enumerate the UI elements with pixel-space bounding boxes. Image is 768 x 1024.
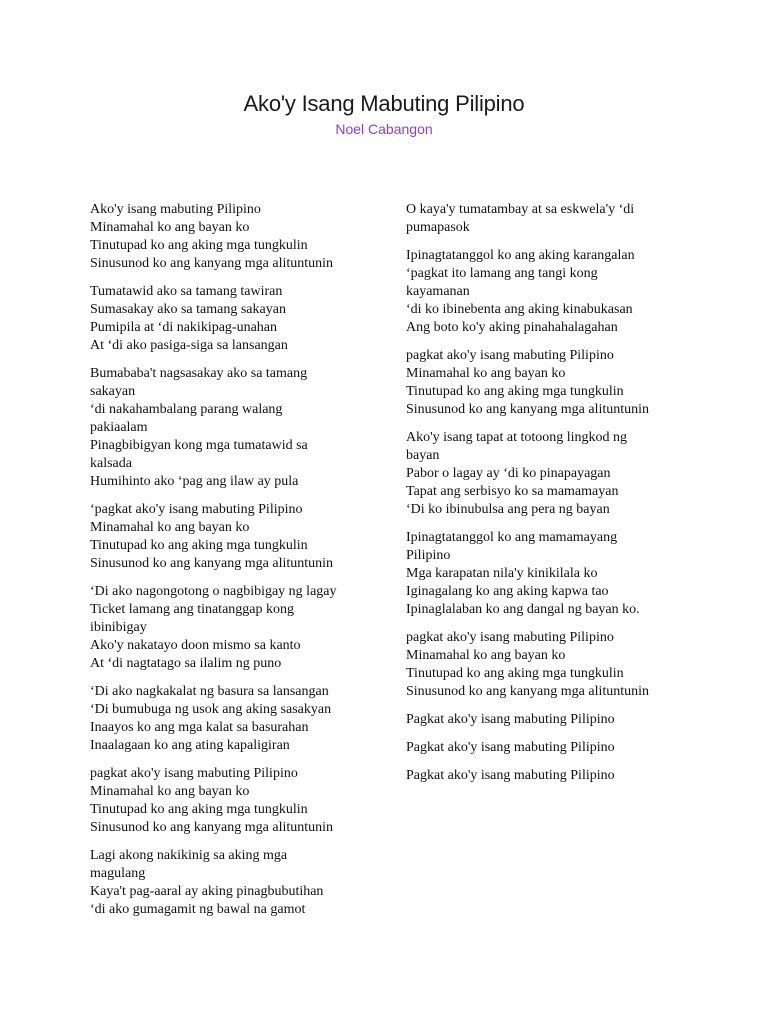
lyric-line: Minamahal ko ang bayan ko	[90, 220, 250, 235]
lyric-line: pagkat ako'y isang mabuting Pilipino	[90, 766, 298, 781]
lyric-line: Sinusunod ko ang kanyang mga alituntunin	[406, 402, 650, 417]
lyric-line: Ticket lamang ang tinatanggap kong	[90, 602, 294, 617]
lyric-line: Humihinto ako ‘pag ang ilaw ay pula	[90, 474, 299, 489]
lyric-line: Minamahal ko ang bayan ko	[90, 784, 250, 799]
lyrics-stanza	[406, 347, 696, 419]
lyric-line: Pagkat ako'y isang mabuting Pilipino	[406, 740, 615, 755]
lyrics-stanza	[406, 429, 696, 519]
lyric-line: Ako'y isang mabuting Pilipino	[90, 202, 261, 217]
lyric-line: At ‘di ako pasiga-siga sa lansangan	[90, 338, 288, 353]
lyrics-stanza	[90, 201, 380, 273]
lyric-line: Tinutupad ko ang aking mga tungkulin	[406, 666, 624, 681]
lyric-line: At ‘di nagtatago sa ilalim ng puno	[90, 656, 282, 671]
lyrics-stanza	[406, 529, 696, 619]
lyric-line: ‘pagkat ako'y isang mabuting Pilipino	[90, 502, 303, 517]
lyric-line: Iginagalang ko ang aking kapwa tao	[406, 584, 609, 599]
lyrics-stanza	[90, 283, 380, 355]
lyric-line: Ang boto ko'y aking pinahahalagahan	[406, 320, 618, 335]
song-title: Ako'y Isang Mabuting Pilipino	[243, 91, 525, 116]
lyric-line: Tinutupad ko ang aking mga tungkulin	[90, 238, 308, 253]
lyric-line: Kaya't pag-aaral ay aking pinagbubutihan	[90, 884, 324, 899]
lyric-line: ‘Di ko ibinubulsa ang pera ng bayan	[406, 502, 610, 517]
lyric-line: Tapat ang serbisyo ko sa mamamayan	[406, 484, 619, 499]
lyrics-stanza	[406, 767, 696, 785]
lyric-line: Pabor o lagay ay ‘di ko pinapayagan	[406, 466, 611, 481]
lyric-line: Lagi akong nakikinig sa aking mga	[90, 848, 288, 863]
lyric-line: ‘di ako gumagamit ng bawal na gamot	[90, 902, 306, 917]
lyric-line: bayan	[406, 448, 440, 463]
lyric-line: pagkat ako'y isang mabuting Pilipino	[406, 348, 614, 363]
lyric-line: pakiaalam	[90, 420, 148, 435]
lyric-line: Pagkat ako'y isang mabuting Pilipino	[406, 768, 615, 783]
lyrics-stanza	[406, 201, 696, 237]
lyric-line: Pinagbibigyan kong mga tumatawid sa	[90, 438, 308, 453]
lyric-line: ‘di nakahambalang parang walang	[90, 402, 283, 417]
lyric-line: Sinusunod ko ang kanyang mga alituntunin	[90, 256, 334, 271]
lyric-line: Minamahal ko ang bayan ko	[406, 648, 566, 663]
lyric-line: Ako'y nakatayo doon mismo sa kanto	[90, 638, 301, 653]
lyric-line: sakayan	[90, 384, 136, 399]
lyric-line: ‘Di ako nagkakalat ng basura sa lansangan	[90, 684, 329, 699]
lyrics-stanza	[90, 365, 380, 491]
lyrics-stanza	[90, 765, 380, 837]
lyric-line: ‘pagkat ito lamang ang tangi kong	[406, 266, 598, 281]
lyric-line: ‘Di bumubuga ng usok ang aking sasakyan	[90, 702, 332, 717]
lyric-line: Minamahal ko ang bayan ko	[90, 520, 250, 535]
lyric-line: Ipinaglalaban ko ang dangal ng bayan ko.	[406, 602, 640, 617]
lyric-line: Tinutupad ko ang aking mga tungkulin	[406, 384, 624, 399]
lyric-line: O kaya'y tumatambay at sa eskwela'y ‘di	[406, 202, 635, 217]
lyric-line: Minamahal ko ang bayan ko	[406, 366, 566, 381]
lyrics-stanza	[406, 739, 696, 757]
lyric-line: Pumipila at ‘di nakikipag-unahan	[90, 320, 278, 335]
lyric-line: Sinusunod ko ang kanyang mga alituntunin	[406, 684, 650, 699]
lyric-line: pagkat ako'y isang mabuting Pilipino	[406, 630, 614, 645]
lyric-line: Pagkat ako'y isang mabuting Pilipino	[406, 712, 615, 727]
lyrics-right-column	[406, 201, 696, 795]
lyric-line: kalsada	[90, 456, 132, 471]
lyric-line: Mga karapatan nila'y kinikilala ko	[406, 566, 598, 581]
lyrics-stanza	[90, 583, 380, 673]
lyrics-stanza	[406, 711, 696, 729]
lyric-line: Pilipino	[406, 548, 451, 563]
lyrics-stanza	[90, 847, 380, 919]
lyric-line: kayamanan	[406, 284, 470, 299]
lyrics-stanza	[90, 501, 380, 573]
lyric-line: ibinibigay	[90, 620, 147, 635]
lyric-line: Inaayos ko ang mga kalat sa basurahan	[90, 720, 309, 735]
lyric-line: Ipinagtatanggol ko ang mamamayang	[406, 530, 618, 545]
lyric-line: Sumasakay ako sa tamang sakayan	[90, 302, 286, 317]
lyric-line: magulang	[90, 866, 146, 881]
lyric-line: Tinutupad ko ang aking mga tungkulin	[90, 802, 308, 817]
lyric-line: Ipinagtatanggol ko ang aking karangalan	[406, 248, 635, 263]
lyric-line: Sinusunod ko ang kanyang mga alituntunin	[90, 556, 334, 571]
lyrics-stanza	[90, 683, 380, 755]
lyric-line: ‘Di ako nagongotong o nagbibigay ng lagay	[90, 584, 337, 599]
lyrics-stanza	[406, 629, 696, 701]
song-author: Noel Cabangon	[335, 121, 433, 137]
lyric-line: Tumatawid ako sa tamang tawiran	[90, 284, 283, 299]
lyric-line: Ako'y isang tapat at totoong lingkod ng	[406, 430, 628, 445]
lyrics-left-column	[90, 201, 380, 929]
lyric-line: Inaalagaan ko ang ating kapaligiran	[90, 738, 290, 753]
lyric-line: Bumababa't nagsasakay ako sa tamang	[90, 366, 308, 381]
lyric-line: ‘di ko ibinebenta ang aking kinabukasan	[406, 302, 633, 317]
lyric-line: Sinusunod ko ang kanyang mga alituntunin	[90, 820, 334, 835]
lyric-line: Tinutupad ko ang aking mga tungkulin	[90, 538, 308, 553]
lyric-line: pumapasok	[406, 220, 470, 235]
lyrics-stanza	[406, 247, 696, 337]
